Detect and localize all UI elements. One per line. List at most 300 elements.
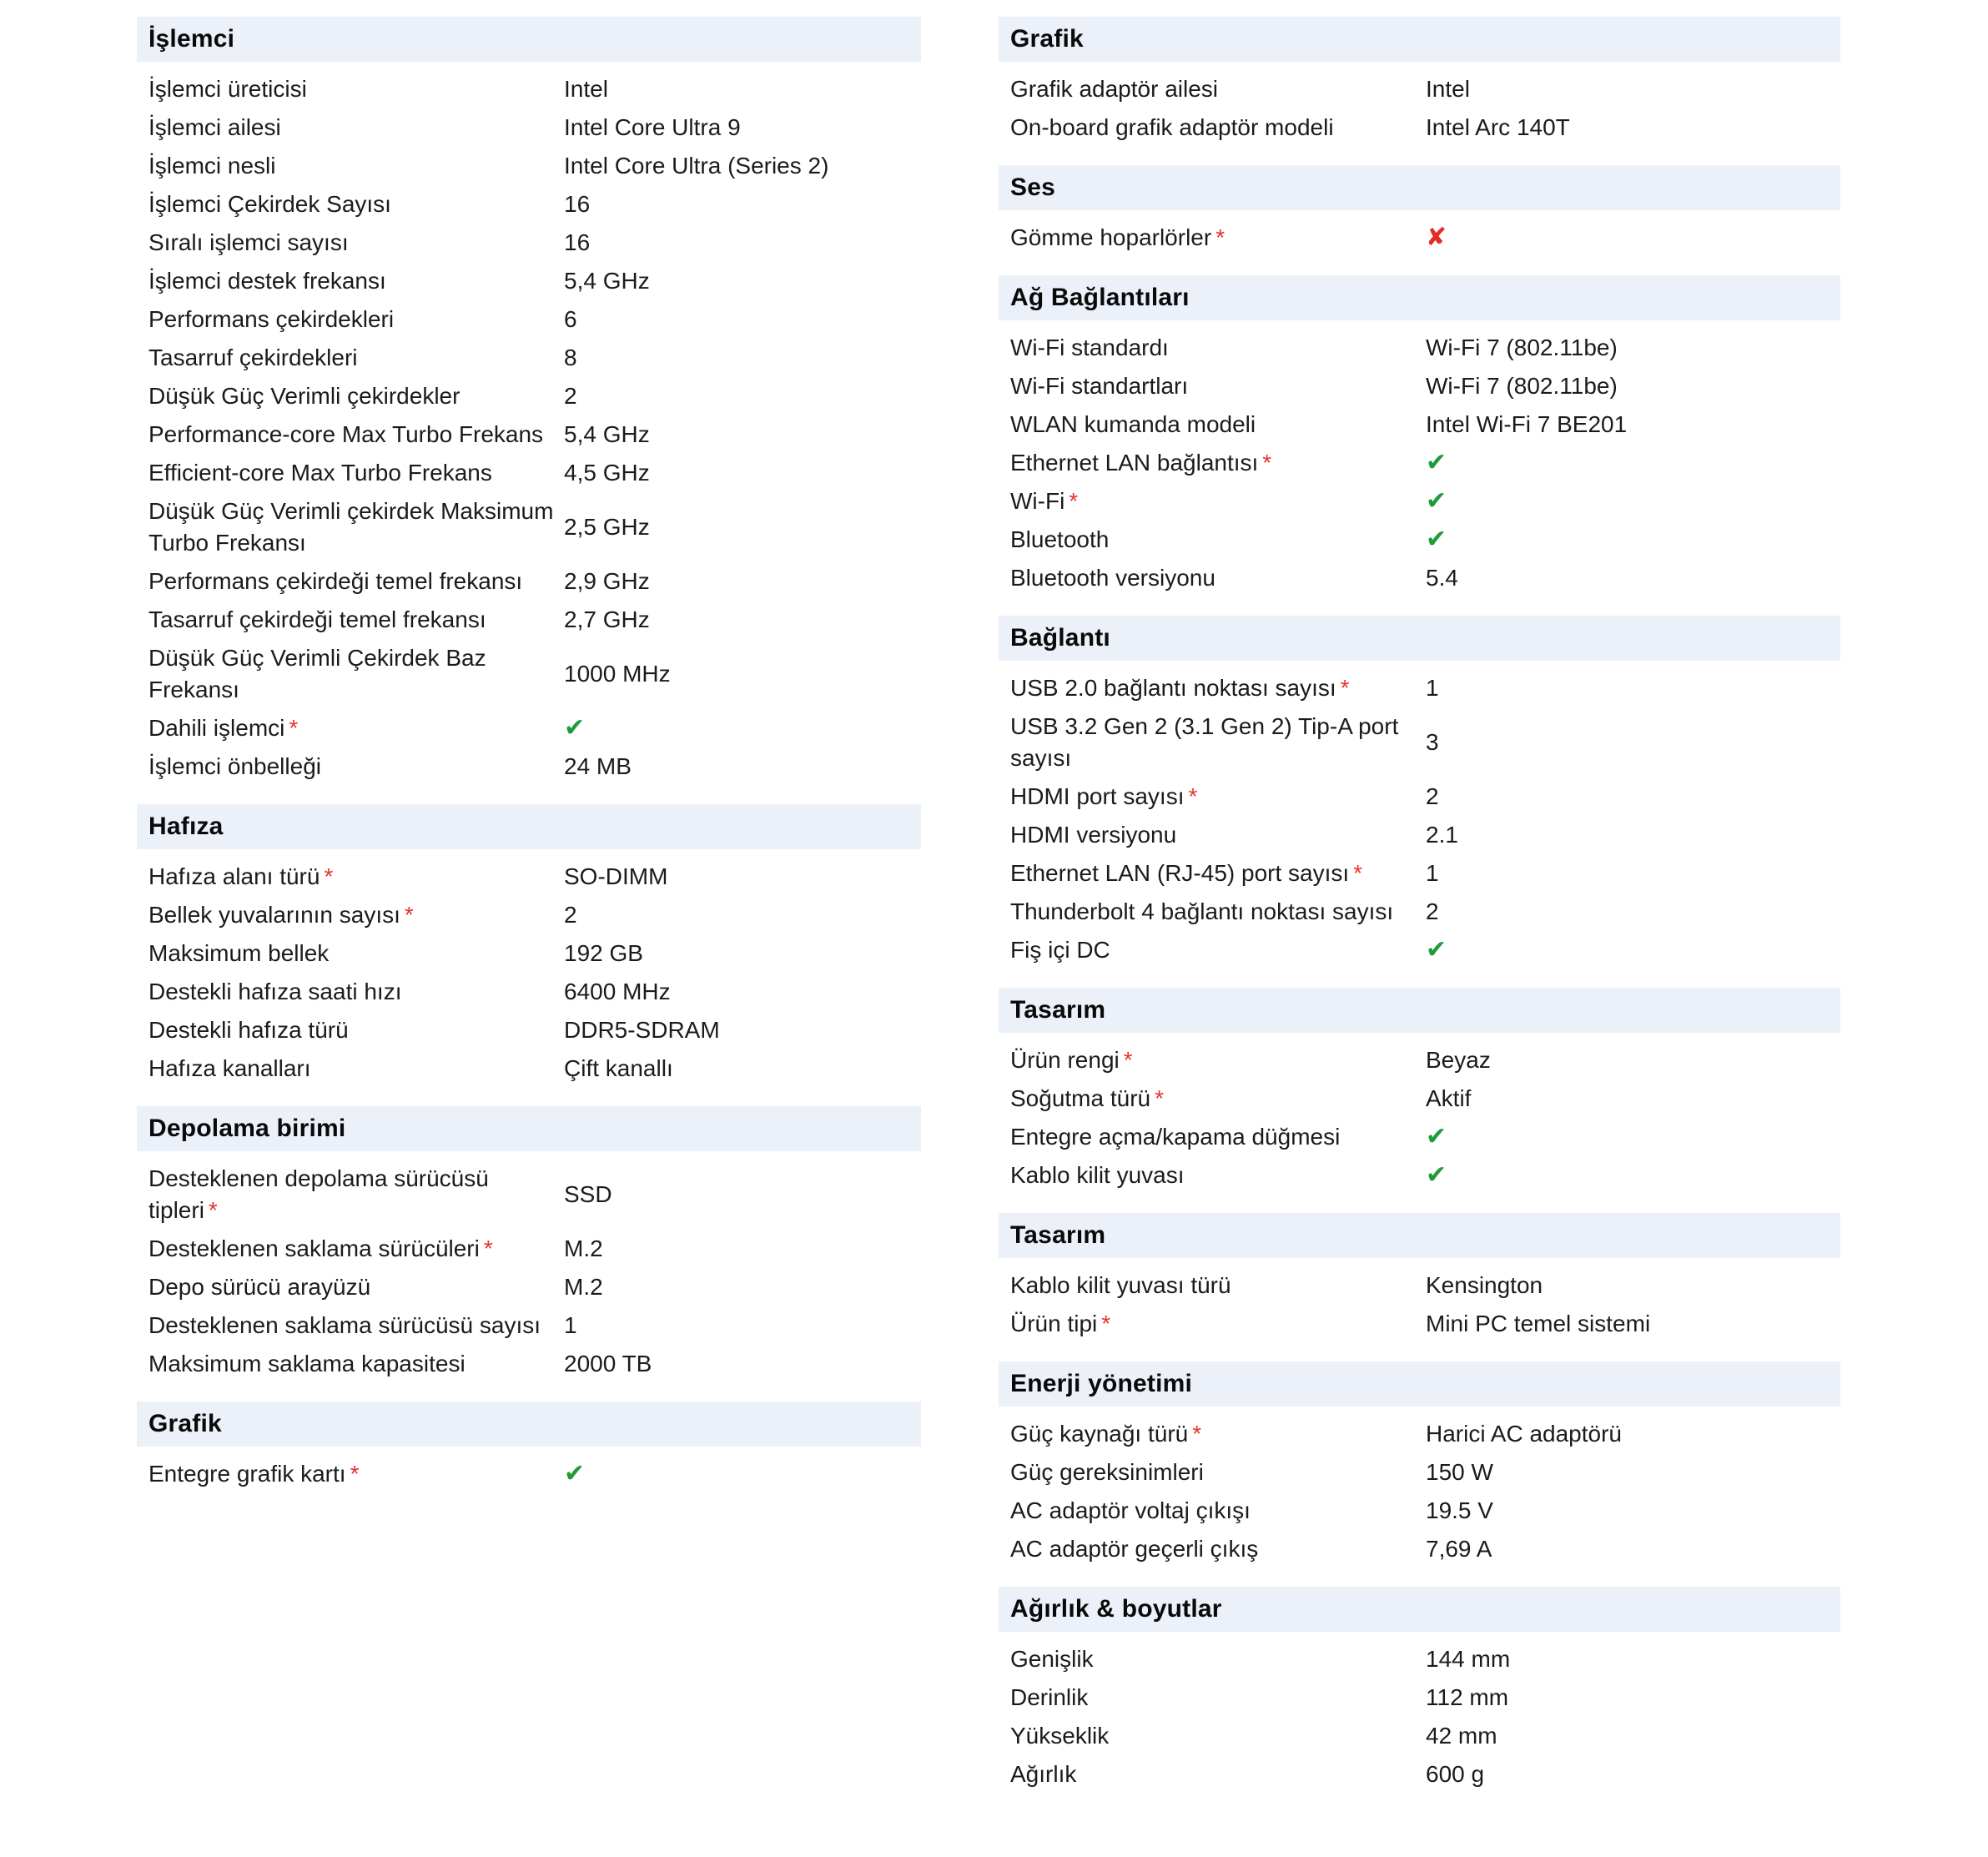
spec-column-right xyxy=(999,17,1840,1812)
spec-label xyxy=(148,1014,564,1046)
spec-label xyxy=(1010,112,1426,143)
spec-value: 6400 MHz xyxy=(564,979,671,1004)
spec-label xyxy=(1010,1418,1426,1450)
spec-label xyxy=(148,1271,564,1303)
spec-label xyxy=(1010,1720,1426,1752)
spec-label xyxy=(148,938,564,969)
spec-label-text: Desteklenen saklama sürücüleri xyxy=(148,1235,480,1261)
required-asterisk: * xyxy=(289,715,299,741)
spec-value: 144 mm xyxy=(1426,1646,1511,1672)
spec-label-text: Tasarruf çekirdeği temel frekansı xyxy=(148,606,486,632)
spec-value: 2.1 xyxy=(1426,822,1458,848)
spec-value: 1 xyxy=(1426,860,1439,886)
spec-row xyxy=(137,300,921,339)
spec-value: 4,5 GHz xyxy=(564,460,650,486)
section-title: Enerji yönetimi xyxy=(1010,1370,1193,1397)
spec-row xyxy=(999,1492,1840,1530)
check-icon: ✔ xyxy=(1426,526,1447,553)
spec-value: 5,4 GHz xyxy=(564,421,650,447)
spec-label xyxy=(1010,409,1426,440)
spec-row xyxy=(999,1305,1840,1343)
spec-label-text: Maksimum saklama kapasitesi xyxy=(148,1351,466,1376)
spec-value: Intel xyxy=(564,76,608,102)
spec-label xyxy=(148,604,564,636)
spec-label xyxy=(148,712,564,744)
spec-row xyxy=(137,70,921,108)
spec-label-text: Ürün rengi xyxy=(1010,1047,1120,1073)
spec-section xyxy=(137,1402,921,1493)
spec-row xyxy=(137,185,921,224)
spec-label xyxy=(148,227,564,259)
spec-label-text: Soğutma türü xyxy=(1010,1085,1151,1111)
spec-label-text: Performance-core Max Turbo Frekans xyxy=(148,421,544,447)
spec-value: Wi-Fi 7 (802.11be) xyxy=(1426,335,1618,360)
section-header xyxy=(999,1213,1840,1258)
spec-row xyxy=(999,1079,1840,1118)
spec-label xyxy=(148,189,564,220)
spec-label-text: Depo sürücü arayüzü xyxy=(148,1274,371,1300)
spec-value xyxy=(1426,222,1829,254)
spec-value: 8 xyxy=(564,345,577,370)
spec-label xyxy=(148,1233,564,1265)
spec-value: 19.5 V xyxy=(1426,1497,1493,1523)
check-icon: ✔ xyxy=(1426,936,1447,964)
spec-value: 16 xyxy=(564,229,591,255)
spec-value: Çift kanallı xyxy=(564,1055,673,1081)
section-header xyxy=(999,275,1840,320)
spec-value: 5.4 xyxy=(1426,565,1458,591)
spec-value: 1000 MHz xyxy=(564,661,671,687)
spec-label-text: Destekli hafıza saati hızı xyxy=(148,979,402,1004)
spec-row xyxy=(999,444,1840,482)
spec-row xyxy=(999,329,1840,367)
section-header xyxy=(137,1402,921,1447)
check-icon: ✔ xyxy=(564,714,586,742)
section-title: Grafik xyxy=(1010,25,1084,53)
section-header xyxy=(137,804,921,849)
spec-value xyxy=(1426,1160,1829,1191)
spec-label xyxy=(148,861,564,893)
spec-label-text: Performans çekirdekleri xyxy=(148,306,395,332)
spec-row xyxy=(999,1118,1840,1156)
spec-value xyxy=(1426,447,1829,479)
spec-label xyxy=(1010,1495,1426,1527)
spec-label xyxy=(1010,1682,1426,1714)
spec-label xyxy=(1010,1160,1426,1191)
spec-row xyxy=(137,108,921,147)
spec-value: 24 MB xyxy=(564,753,632,779)
spec-value: 3 xyxy=(1426,729,1439,755)
section-header xyxy=(999,616,1840,661)
spec-section xyxy=(137,804,921,1088)
spec-value: Kensington xyxy=(1426,1272,1543,1298)
spec-label-text: Maksimum bellek xyxy=(148,940,330,966)
spec-row xyxy=(999,816,1840,854)
spec-section xyxy=(999,616,1840,969)
spec-value xyxy=(1426,524,1829,556)
spec-row xyxy=(137,377,921,415)
spec-value: 112 mm xyxy=(1426,1684,1509,1710)
spec-label xyxy=(1010,1308,1426,1340)
spec-value: 16 xyxy=(564,191,591,217)
spec-label-text: USB 3.2 Gen 2 (3.1 Gen 2) Tip-A port sayısı xyxy=(1010,713,1399,771)
spec-section xyxy=(137,17,921,786)
spec-label-text: Hafıza alanı türü xyxy=(148,863,320,889)
section-header xyxy=(137,1106,921,1151)
spec-row xyxy=(137,1306,921,1345)
spec-label xyxy=(148,342,564,374)
spec-value: Intel xyxy=(1426,76,1470,102)
spec-label xyxy=(1010,524,1426,556)
spec-row xyxy=(999,1530,1840,1568)
spec-row xyxy=(999,1453,1840,1492)
spec-label xyxy=(1010,1759,1426,1790)
section-header xyxy=(999,165,1840,210)
spec-row xyxy=(137,639,921,709)
spec-value: Harici AC adaptörü xyxy=(1426,1421,1623,1447)
spec-label-text: WLAN kumanda modeli xyxy=(1010,411,1256,437)
spec-label-text: Derinlik xyxy=(1010,1684,1089,1710)
spec-label-text: Kablo kilit yuvası xyxy=(1010,1162,1185,1188)
spec-label-text: Düşük Güç Verimli Çekirdek Baz Frekansı xyxy=(148,645,486,702)
spec-value: Intel Core Ultra 9 xyxy=(564,114,741,140)
required-asterisk: * xyxy=(1069,488,1079,514)
spec-row xyxy=(999,108,1840,147)
spec-row xyxy=(999,854,1840,893)
spec-label-text: Genişlik xyxy=(1010,1646,1094,1672)
spec-label-text: İşlemci Çekirdek Sayısı xyxy=(148,191,391,217)
spec-label xyxy=(1010,1044,1426,1076)
spec-row xyxy=(999,367,1840,405)
cross-icon: ✘ xyxy=(1426,224,1447,251)
spec-label xyxy=(1010,222,1426,254)
spec-value xyxy=(1426,934,1829,966)
section-header xyxy=(137,17,921,62)
spec-label xyxy=(1010,858,1426,889)
spec-label-text: İşlemci ailesi xyxy=(148,114,281,140)
spec-label xyxy=(148,642,564,706)
spec-label-text: Bluetooth xyxy=(1010,526,1110,552)
spec-value: 2 xyxy=(564,902,577,928)
spec-label-text: Ethernet LAN bağlantısı xyxy=(1010,450,1259,476)
spec-label xyxy=(1010,370,1426,402)
section-title: Bağlantı xyxy=(1010,624,1110,652)
spec-section xyxy=(999,275,1840,597)
spec-section xyxy=(137,1106,921,1383)
spec-label xyxy=(1010,934,1426,966)
spec-row xyxy=(999,1266,1840,1305)
spec-label-text: Düşük Güç Verimli çekirdek Maksimum Turbo Frekansı xyxy=(148,498,554,556)
required-asterisk: * xyxy=(1101,1311,1111,1336)
spec-row xyxy=(137,1011,921,1049)
spec-label-text: On-board grafik adaptör modeli xyxy=(1010,114,1334,140)
spec-section xyxy=(999,17,1840,147)
spec-row xyxy=(999,521,1840,559)
spec-label xyxy=(148,566,564,597)
spec-label-text: Performans çekirdeği temel frekansı xyxy=(148,568,523,594)
spec-label-text: Sıralı işlemci sayısı xyxy=(148,229,349,255)
section-header xyxy=(999,1587,1840,1632)
required-asterisk: * xyxy=(1155,1085,1165,1111)
spec-value: 2,5 GHz xyxy=(564,514,650,540)
spec-label-text: HDMI versiyonu xyxy=(1010,822,1177,848)
spec-label xyxy=(1010,711,1426,774)
spec-value: SSD xyxy=(564,1181,612,1207)
spec-label-text: Bellek yuvalarının sayısı xyxy=(148,902,400,928)
spec-label xyxy=(1010,1643,1426,1675)
spec-section xyxy=(999,1361,1840,1568)
spec-row xyxy=(999,778,1840,816)
spec-label xyxy=(148,150,564,182)
required-asterisk: * xyxy=(208,1197,218,1223)
spec-label-text: Fiş içi DC xyxy=(1010,937,1110,963)
spec-label xyxy=(1010,332,1426,364)
spec-row xyxy=(999,70,1840,108)
spec-value: SO-DIMM xyxy=(564,863,668,889)
required-asterisk: * xyxy=(1215,224,1226,250)
spec-label-text: Hafıza kanalları xyxy=(148,1055,311,1081)
spec-label xyxy=(148,496,564,559)
spec-label-text: Entegre grafik kartı xyxy=(148,1461,346,1487)
section-title: Ağ Bağlantıları xyxy=(1010,284,1190,311)
spec-label xyxy=(148,304,564,335)
spec-row xyxy=(137,1455,921,1493)
spec-label-text: Wi-Fi standardı xyxy=(1010,335,1169,360)
spec-label-text: Ürün tipi xyxy=(1010,1311,1098,1336)
spec-value: 600 g xyxy=(1426,1761,1485,1787)
spec-value xyxy=(1426,486,1829,517)
spec-label-text: USB 2.0 bağlantı noktası sayısı xyxy=(1010,675,1336,701)
spec-row xyxy=(999,1640,1840,1678)
spec-label-text: Entegre açma/kapama düğmesi xyxy=(1010,1124,1341,1150)
spec-label-text: Thunderbolt 4 bağlantı noktası sayısı xyxy=(1010,898,1394,924)
spec-value: 2000 TB xyxy=(564,1351,652,1376)
spec-label xyxy=(148,457,564,489)
spec-label xyxy=(1010,1083,1426,1115)
spec-label-text: Güç kaynağı türü xyxy=(1010,1421,1189,1447)
spec-row xyxy=(137,1049,921,1088)
spec-label-text: İşlemci nesli xyxy=(148,153,276,179)
required-asterisk: * xyxy=(1192,1421,1202,1447)
spec-row xyxy=(137,339,921,377)
check-icon: ✔ xyxy=(1426,1161,1447,1189)
spec-label xyxy=(1010,447,1426,479)
required-asterisk: * xyxy=(483,1235,493,1261)
check-icon: ✔ xyxy=(1426,449,1447,476)
spec-label-text: Güç gereksinimleri xyxy=(1010,1459,1204,1485)
spec-row xyxy=(137,858,921,896)
spec-value: 1 xyxy=(1426,675,1439,701)
section-title: Ağırlık & boyutlar xyxy=(1010,1595,1222,1623)
spec-value: 5,4 GHz xyxy=(564,268,650,294)
spec-label xyxy=(148,265,564,297)
spec-label-text: Kablo kilit yuvası türü xyxy=(1010,1272,1231,1298)
spec-label-text: Grafik adaptör ailesi xyxy=(1010,76,1219,102)
spec-row xyxy=(999,482,1840,521)
spec-row xyxy=(137,747,921,786)
spec-label-text: Wi-Fi xyxy=(1010,488,1065,514)
spec-label xyxy=(1010,73,1426,105)
spec-label-text: AC adaptör voltaj çıkışı xyxy=(1010,1497,1251,1523)
spec-value: Beyaz xyxy=(1426,1047,1491,1073)
spec-row xyxy=(137,896,921,934)
spec-row xyxy=(999,1156,1840,1195)
spec-value: Wi-Fi 7 (802.11be) xyxy=(1426,373,1618,399)
spec-label-text: Tasarruf çekirdekleri xyxy=(148,345,358,370)
required-asterisk: * xyxy=(1188,783,1198,809)
spec-row xyxy=(999,405,1840,444)
required-asterisk: * xyxy=(404,902,414,928)
spec-value: 2,9 GHz xyxy=(564,568,650,594)
spec-label-text: Dahili işlemci xyxy=(148,715,285,741)
spec-row xyxy=(137,973,921,1011)
spec-label-text: Desteklenen depolama sürücüsü tipleri xyxy=(148,1165,489,1223)
section-header xyxy=(999,17,1840,62)
spec-row xyxy=(137,562,921,601)
spec-row xyxy=(137,934,921,973)
spec-value xyxy=(1426,1121,1829,1153)
check-icon: ✔ xyxy=(1426,487,1447,515)
spec-label xyxy=(148,1053,564,1085)
spec-value: 2 xyxy=(564,383,577,409)
spec-section xyxy=(999,988,1840,1195)
spec-row xyxy=(137,601,921,639)
section-title: Tasarım xyxy=(1010,996,1106,1024)
spec-row xyxy=(999,1755,1840,1794)
spec-label xyxy=(148,899,564,931)
spec-row xyxy=(137,1345,921,1383)
spec-label-text: Gömme hoparlörler xyxy=(1010,224,1212,250)
spec-label xyxy=(148,1163,564,1226)
spec-label xyxy=(148,73,564,105)
spec-row xyxy=(137,492,921,562)
spec-label xyxy=(1010,486,1426,517)
spec-label xyxy=(1010,1270,1426,1301)
spec-value: 2,7 GHz xyxy=(564,606,650,632)
spec-row xyxy=(137,147,921,185)
spec-label-text: Yükseklik xyxy=(1010,1723,1110,1749)
spec-label-text: Ethernet LAN (RJ-45) port sayısı xyxy=(1010,860,1350,886)
spec-row xyxy=(137,1230,921,1268)
section-title: Grafik xyxy=(148,1410,222,1437)
spec-row xyxy=(999,1678,1840,1717)
spec-label xyxy=(1010,562,1426,594)
spec-row xyxy=(137,1160,921,1230)
spec-label xyxy=(1010,819,1426,851)
spec-label-text: İşlemci destek frekansı xyxy=(148,268,386,294)
required-asterisk: * xyxy=(1340,675,1350,701)
required-asterisk: * xyxy=(1123,1047,1133,1073)
spec-row xyxy=(999,931,1840,969)
check-icon: ✔ xyxy=(1426,1123,1447,1150)
spec-column-left xyxy=(137,17,921,1512)
spec-label-text: İşlemci üreticisi xyxy=(148,76,307,102)
spec-value: 150 W xyxy=(1426,1459,1493,1485)
check-icon: ✔ xyxy=(564,1460,586,1487)
spec-row xyxy=(999,1717,1840,1755)
spec-value: M.2 xyxy=(564,1274,603,1300)
spec-label-text: Desteklenen saklama sürücüsü sayısı xyxy=(148,1312,541,1338)
spec-label xyxy=(148,380,564,412)
spec-value: 6 xyxy=(564,306,577,332)
section-title: Ses xyxy=(1010,174,1055,201)
spec-row xyxy=(999,669,1840,707)
spec-label-text: Ağırlık xyxy=(1010,1761,1077,1787)
spec-value: M.2 xyxy=(564,1235,603,1261)
spec-row xyxy=(999,1415,1840,1453)
spec-section xyxy=(999,1587,1840,1794)
spec-label xyxy=(1010,672,1426,704)
section-title: Tasarım xyxy=(1010,1221,1106,1249)
spec-value: 42 mm xyxy=(1426,1723,1497,1749)
section-title: Hafıza xyxy=(148,813,224,840)
spec-row xyxy=(999,1041,1840,1079)
spec-row xyxy=(137,415,921,454)
spec-value: 2 xyxy=(1426,898,1439,924)
spec-value: 7,69 A xyxy=(1426,1536,1492,1562)
spec-label-text: HDMI port sayısı xyxy=(1010,783,1185,809)
spec-row xyxy=(137,262,921,300)
spec-row xyxy=(137,1268,921,1306)
spec-label xyxy=(1010,1457,1426,1488)
spec-label xyxy=(1010,896,1426,928)
spec-value: 1 xyxy=(564,1312,577,1338)
spec-row xyxy=(999,559,1840,597)
spec-value: 192 GB xyxy=(564,940,643,966)
spec-value: Intel Wi-Fi 7 BE201 xyxy=(1426,411,1628,437)
spec-label-text: Wi-Fi standartları xyxy=(1010,373,1189,399)
required-asterisk: * xyxy=(1353,860,1363,886)
section-header xyxy=(999,1361,1840,1407)
section-title: İşlemci xyxy=(148,25,235,53)
spec-section xyxy=(999,1213,1840,1343)
spec-row xyxy=(137,224,921,262)
spec-label xyxy=(148,751,564,783)
spec-row xyxy=(999,893,1840,931)
spec-value: Aktif xyxy=(1426,1085,1472,1111)
spec-value: Intel Arc 140T xyxy=(1426,114,1570,140)
spec-value xyxy=(564,712,909,744)
spec-label-text: Destekli hafıza türü xyxy=(148,1017,349,1043)
spec-label xyxy=(148,1348,564,1380)
spec-row xyxy=(999,707,1840,778)
spec-label xyxy=(148,976,564,1008)
spec-value: DDR5-SDRAM xyxy=(564,1017,720,1043)
spec-label-text: Bluetooth versiyonu xyxy=(1010,565,1215,591)
spec-value: Mini PC temel sistemi xyxy=(1426,1311,1651,1336)
spec-value: 2 xyxy=(1426,783,1439,809)
spec-label xyxy=(148,419,564,450)
spec-label xyxy=(148,112,564,143)
required-asterisk: * xyxy=(324,863,334,889)
section-title: Depolama birimi xyxy=(148,1115,346,1142)
spec-label xyxy=(148,1458,564,1490)
required-asterisk: * xyxy=(350,1461,360,1487)
section-header xyxy=(999,988,1840,1033)
spec-label xyxy=(148,1310,564,1341)
spec-label-text: Efficient-core Max Turbo Frekans xyxy=(148,460,492,486)
spec-row xyxy=(137,454,921,492)
spec-row xyxy=(137,709,921,747)
required-asterisk: * xyxy=(1262,450,1272,476)
spec-label xyxy=(1010,1121,1426,1153)
spec-row xyxy=(999,219,1840,257)
spec-label xyxy=(1010,1533,1426,1565)
spec-value xyxy=(564,1458,909,1490)
spec-value: Intel Core Ultra (Series 2) xyxy=(564,153,829,179)
spec-label-text: İşlemci önbelleği xyxy=(148,753,321,779)
spec-label-text: AC adaptör geçerli çıkış xyxy=(1010,1536,1259,1562)
